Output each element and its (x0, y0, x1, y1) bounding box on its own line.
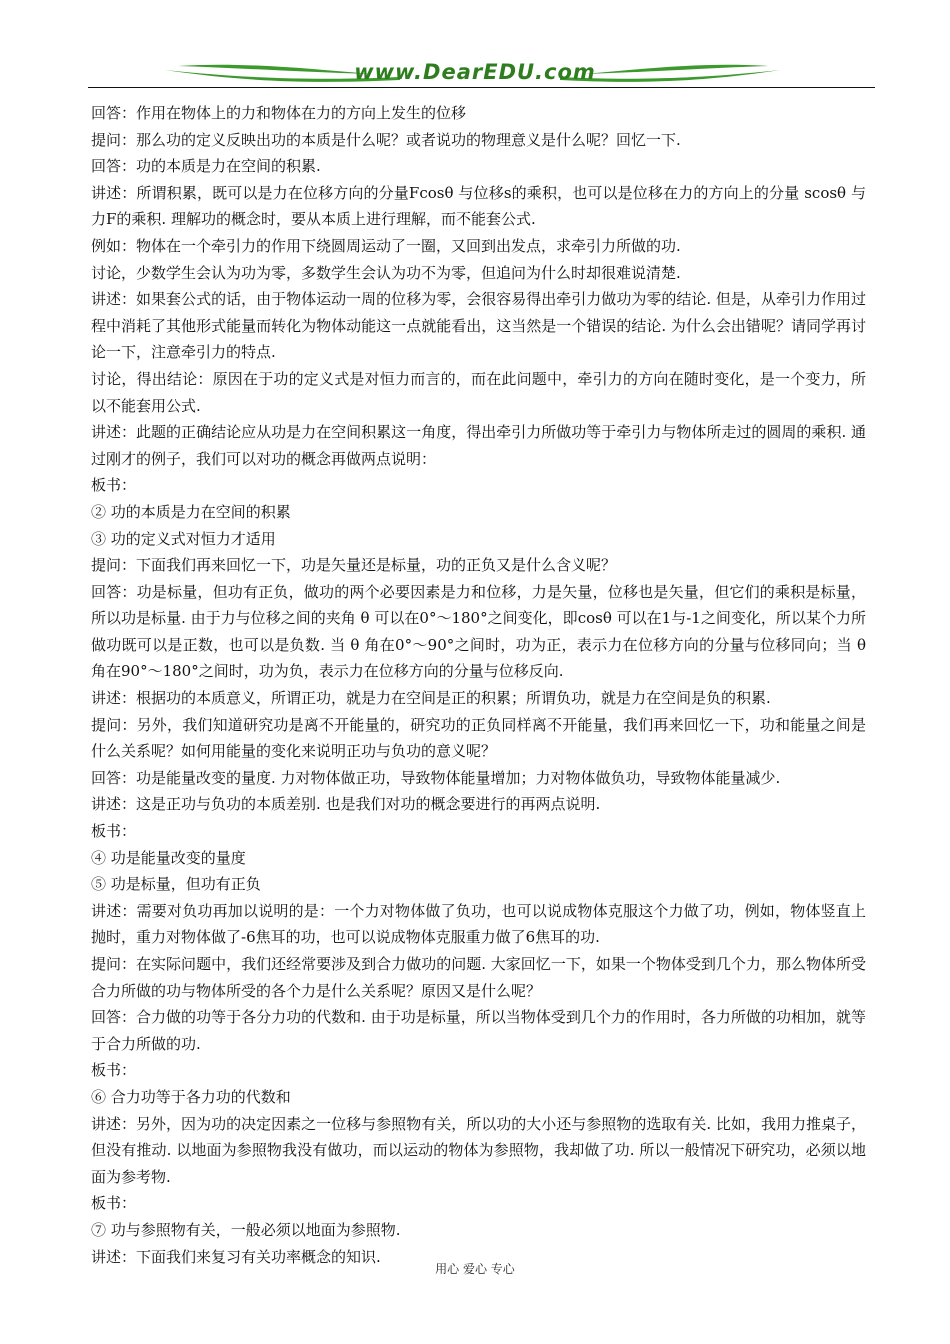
paragraph: 回答：作用在物体上的力和物体在力的方向上发生的位移 (91, 104, 467, 122)
paragraph: 板书： (91, 1194, 137, 1213)
paragraph: ⑥ 合力功等于各力功的代数和 (91, 1087, 291, 1106)
paragraph: 提问：那么功的定义反映出功的本质是什么呢？或者说功的物理意义是什么呢？回忆一下. (91, 130, 681, 149)
paragraph: 讲述：下面我们来复习有关功率概念的知识. (91, 1247, 381, 1266)
paragraph: ② 功的本质是力在空间的积累 (91, 502, 291, 521)
paragraph: 讲述：如果套公式的话，由于物体运动一周的位移为零，会很容易得出牵引力做功为零的结论. 但是，从牵引力作用过程中消耗了其他形式能量而转化为物体动能这一点就能看出，这当然是一个错误的结论. 为什么会出错呢？请同学再讨论一下，注意牵引力的特点. (91, 290, 866, 362)
paragraph: ⑤ 功是标量，但功有正负 (91, 875, 261, 894)
paragraph: ⑦ 功与参照物有关，一般必须以地面为参照物. (91, 1220, 401, 1239)
page-footer: 用心 爱心 专心 (435, 1262, 515, 1276)
site-logo: www.DearEDU.com (354, 60, 596, 84)
paragraph: 讲述：这是正功与负功的本质差别. 也是我们对功的概念要进行的再两点说明. (91, 795, 601, 814)
paragraph: ④ 功是能量改变的量度 (91, 848, 246, 867)
paragraph: 板书： (91, 476, 137, 495)
paragraph: 回答：合力做的功等于各分力功的代数和. 由于功是标量，所以当物体受到几个力的作用时，各力所做的功相加，就等于合力所做的功. (91, 1008, 866, 1053)
document-body (91, 100, 866, 1270)
paragraph: 讨论，少数学生会认为功为零，多数学生会认为功不为零，但追问为什么时却很难说清楚. (91, 263, 681, 282)
paragraph: 回答：功的本质是力在空间的积累. (91, 157, 321, 176)
paragraph: 例如：物体在一个牵引力的作用下绕圆周运动了一圈，又回到出发点，求牵引力所做的功. (91, 236, 681, 255)
paragraph: 回答：功是标量，但功有正负，做功的两个必要因素是力和位移，力是矢量，位移也是矢量，但它们的乘积是标量，所以功是标量. 由于力与位移之间的夹角 θ 可以在0°～180°之间变化，即cosθ 可以在1与-1之间变化，所以某个力所做功既可以是正数，也可以是负数. 当 θ 角在0°～90°之间时，功为正，表示力在位移方向的分量与位移同向；当 θ 角在90°～180°之间时，功为负，表示力在位移方向的分量与位移反向. (91, 582, 866, 681)
page-header (0, 0, 950, 95)
paragraph: 板书： (91, 822, 137, 841)
paragraph: 讲述：所谓积累，既可以是力在位移方向的分量Fcosθ 与位移s的乘积，也可以是位移在力的方向上的分量 scosθ 与力F的乘积. 理解功的概念时，要从本质上进行理解，而不能套公式. (91, 183, 866, 229)
paragraph: 讲述：此题的正确结论应从功是力在空间积累这一角度，得出牵引力所做功等于牵引力与物体所走过的圆周的乘积. 通过刚才的例子，我们可以对功的概念再做两点说明： (91, 423, 866, 468)
paragraph: 讲述：需要对负功再加以说明的是：一个力对物体做了负功，也可以说成物体克服这个力做了功，例如，物体竖直上抛时，重力对物体做了-6焦耳的功，也可以说成物体克服重力做了6焦耳的功. (91, 901, 866, 947)
paragraph: 提问：另外，我们知道研究功是离不开能量的，研究功的正负同样离不开能量，我们再来回忆一下，功和能量之间是什么关系呢？如何用能量的变化来说明正功与负功的意义呢？ (91, 715, 866, 761)
paragraph: 讨论，得出结论：原因在于功的定义式是对恒力而言的，而在此问题中，牵引力的方向在随时变化，是一个变力，所以不能套用公式. (91, 369, 866, 415)
paragraph: 讲述：另外，因为功的决定因素之一位移与参照物有关，所以功的大小还与参照物的选取有关. 比如，我用力推桌子，但没有推动. 以地面为参照物我没有做功，而以运动的物体为参照物，我却做了功. 所以一般情况下研究功，必须以地面为参考物. (91, 1114, 866, 1186)
paragraph: 回答：功是能量改变的量度. 力对物体做正功，导致物体能量增加；力对物体做负功，导致物体能量减少. (91, 768, 781, 787)
paragraph: 讲述：根据功的本质意义，所谓正功，就是力在空间是正的积累；所谓负功，就是力在空间是负的积累. (91, 689, 771, 708)
paragraph: 提问：下面我们再来回忆一下，功是矢量还是标量，功的正负又是什么含义呢？ (91, 556, 617, 575)
paragraph: 板书： (91, 1061, 137, 1080)
header-divider (88, 87, 875, 88)
paragraph: 提问：在实际问题中，我们还经常要涉及到合力做功的问题. 大家回忆一下，如果一个物体受到几个力，那么物体所受合力所做的功与物体所受的各个力是什么关系呢？原因又是什么呢？ (91, 955, 866, 1000)
paragraph: ③ 功的定义式对恒力才适用 (91, 529, 276, 548)
